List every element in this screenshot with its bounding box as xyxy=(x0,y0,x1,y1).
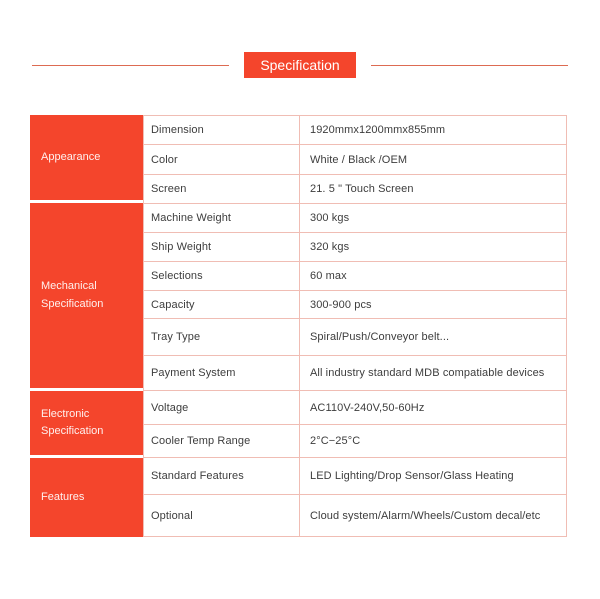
category-electronic: Electronic Specification xyxy=(30,391,143,455)
table-row-tray-type xyxy=(144,319,566,356)
table-row-color xyxy=(144,145,566,175)
spec-name: Optional xyxy=(144,495,300,536)
table-row-capacity xyxy=(144,291,566,319)
spec-name: Selections xyxy=(144,262,300,290)
category-column xyxy=(30,115,143,537)
spec-name: Machine Weight xyxy=(144,204,300,232)
spec-name: Voltage xyxy=(144,391,300,424)
spec-value: Spiral/Push/Conveyor belt... xyxy=(310,331,450,343)
spec-name: Capacity xyxy=(144,291,300,318)
table-row-screen xyxy=(144,175,566,204)
spec-value: 21. 5 " Touch Screen xyxy=(310,183,414,195)
spec-name: Standard Features xyxy=(144,458,300,494)
spec-value: LED Lighting/Drop Sensor/Glass Heating xyxy=(310,470,514,482)
spec-value: All industry standard MDB compatiable devices xyxy=(310,367,545,379)
spec-name: Ship Weight xyxy=(144,233,300,261)
table-row-ship-weight xyxy=(144,233,566,262)
spec-name: Screen xyxy=(144,175,300,203)
spec-table xyxy=(30,115,567,537)
table-row-selections xyxy=(144,262,566,291)
spec-value: 300 kgs xyxy=(310,212,350,224)
category-appearance: Appearance xyxy=(30,115,143,200)
table-row-cooler-temp-range xyxy=(144,425,566,458)
table-row-payment-system xyxy=(144,356,566,391)
table-row-optional xyxy=(144,495,566,536)
table-row-machine-weight xyxy=(144,204,566,233)
spec-value: 320 kgs xyxy=(310,241,350,253)
spec-value: 300-900 pcs xyxy=(310,298,372,311)
section-header xyxy=(32,52,568,78)
spec-name: Payment System xyxy=(144,356,300,390)
table-row-dimension xyxy=(144,116,566,145)
spec-value: White / Black /OEM xyxy=(310,153,408,166)
right-divider-line xyxy=(371,65,568,66)
left-divider-line xyxy=(32,65,229,66)
spec-value: 1920mmx1200mmx855mm xyxy=(310,124,446,136)
category-mechanical: Mechanical Specification xyxy=(30,203,143,388)
spec-name: Dimension xyxy=(144,116,300,144)
spec-name: Color xyxy=(144,145,300,174)
spec-value: Cloud system/Alarm/Wheels/Custom decal/etc xyxy=(310,509,541,522)
spec-name: Cooler Temp Range xyxy=(144,425,300,457)
table-row-voltage xyxy=(144,391,566,425)
rows-column xyxy=(143,115,567,537)
table-row-standard-features xyxy=(144,458,566,495)
section-title: Specification xyxy=(244,52,355,78)
spec-value: AC110V-240V,50-60Hz xyxy=(310,401,425,414)
spec-value: 2°C−25°C xyxy=(310,435,361,447)
spec-value: 60 max xyxy=(310,270,347,282)
category-features: Features xyxy=(30,458,143,537)
spec-name: Tray Type xyxy=(144,319,300,355)
